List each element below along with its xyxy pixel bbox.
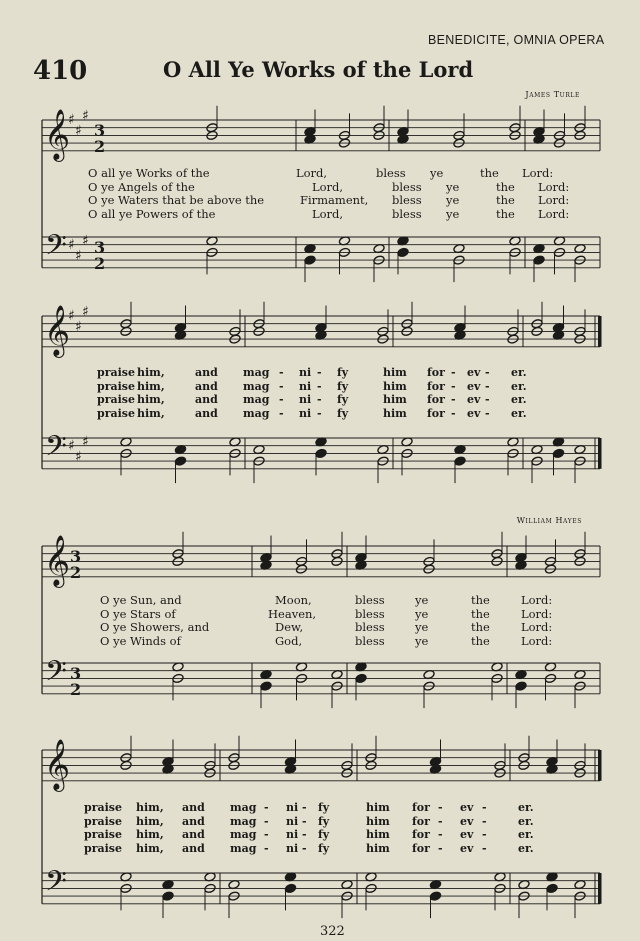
quarter-note <box>533 255 545 265</box>
lyric-word: Dew, <box>275 620 304 635</box>
lyric-word: for <box>412 801 430 814</box>
lyric-word: O ye Winds of <box>100 633 181 648</box>
lyric-word: the <box>496 193 515 208</box>
lyric-word: fy <box>318 814 330 828</box>
lyric-word: mag <box>243 393 270 407</box>
lyric-word: O ye Showers, and <box>100 620 210 635</box>
lyric-word: ni <box>299 393 312 407</box>
lyric-word: ye <box>446 193 460 208</box>
sharp-accidental: ♯ <box>75 319 82 335</box>
lyric-word: fy <box>337 379 349 393</box>
verse-line <box>84 815 534 829</box>
verse-line <box>84 828 534 842</box>
lyric-word: him, <box>137 366 165 379</box>
lyric-word: for <box>412 828 430 842</box>
lyric-word: him, <box>137 406 165 420</box>
lyric-word: Lord: <box>538 193 570 208</box>
lyric-word: ni <box>299 379 312 393</box>
lyric-word: - <box>485 406 490 420</box>
verse-line <box>88 208 569 222</box>
lyric-word: - <box>451 406 456 420</box>
quarter-note <box>315 448 327 458</box>
lyric-word: the <box>496 206 515 221</box>
lyric-word: ye <box>415 593 429 607</box>
lyrics-system-3 <box>100 594 552 648</box>
quarter-note <box>552 448 564 458</box>
lyric-word: mag <box>243 379 270 393</box>
lyric-word: Lord: <box>538 206 570 221</box>
verse-line <box>97 407 527 421</box>
treble-clef: 𝄞 <box>44 305 71 356</box>
quarter-note <box>454 456 466 466</box>
bass-clef: 𝄢 <box>45 655 67 695</box>
lyric-word: - <box>438 801 443 814</box>
lyric-word: Lord, <box>312 206 344 221</box>
lyric-word: praise <box>97 366 135 379</box>
quarter-note <box>397 247 409 257</box>
verse-line <box>84 801 534 815</box>
lyric-word: him <box>366 814 390 828</box>
lyrics-system-4 <box>84 801 534 855</box>
lyric-word: Lord: <box>538 179 570 194</box>
lyric-word: O ye Sun, and <box>100 593 182 607</box>
lyric-word: er. <box>511 406 527 420</box>
lyric-word: mag <box>230 814 257 828</box>
lyric-word: bless <box>355 620 385 635</box>
lyric-word: er. <box>518 814 534 828</box>
lyric-word: ye <box>415 633 429 648</box>
lyric-word: - <box>317 379 322 393</box>
lyric-word: - <box>482 841 487 855</box>
lyric-word: for <box>427 393 445 407</box>
lyric-word: for <box>427 406 445 420</box>
final-barline <box>598 438 602 469</box>
verse-line <box>88 167 569 181</box>
lyric-word: Lord: <box>521 633 553 648</box>
lyric-word: bless <box>376 166 406 180</box>
time-signature-bottom: 2 <box>94 254 106 273</box>
lyric-word: ye <box>415 620 429 635</box>
lyric-word: ni <box>299 366 312 379</box>
lyric-word: er. <box>518 801 534 814</box>
lyric-word: - <box>451 379 456 393</box>
verse-line <box>84 842 534 856</box>
lyric-word: er. <box>518 828 534 842</box>
lyric-word: bless <box>355 633 385 648</box>
lyric-word: ev <box>467 406 481 420</box>
verse-line <box>88 181 569 195</box>
sharp-accidental: ♯ <box>68 308 75 324</box>
lyric-word: er. <box>511 379 527 393</box>
lyric-word: - <box>279 393 284 407</box>
lyric-word: praise <box>97 393 135 407</box>
lyric-word: ye <box>430 166 444 180</box>
lyric-word: fy <box>337 366 349 379</box>
lyric-word: bless <box>355 606 385 621</box>
lyric-word: bless <box>392 206 422 221</box>
lyric-word: ni <box>286 828 299 842</box>
lyric-word: the <box>471 593 490 607</box>
verse-line <box>100 621 552 635</box>
lyric-word: Lord, <box>312 179 344 194</box>
lyric-word: - <box>317 393 322 407</box>
lyric-word: for <box>427 366 445 379</box>
sharp-accidental: ♯ <box>68 237 75 253</box>
verse-line <box>100 594 552 608</box>
quarter-note <box>515 681 527 691</box>
lyric-word: - <box>485 393 490 407</box>
lyric-word: for <box>412 841 430 855</box>
time-signature-bottom: 2 <box>70 563 82 582</box>
lyric-word: Lord: <box>521 620 553 635</box>
lyric-word: - <box>264 814 269 828</box>
lyric-word: er. <box>511 393 527 407</box>
sharp-accidental: ♯ <box>75 123 82 139</box>
lyric-word: - <box>302 801 307 814</box>
lyric-word: him <box>383 406 407 420</box>
lyric-word: - <box>302 814 307 828</box>
lyric-word: Lord: <box>521 593 553 607</box>
sharp-accidental: ♯ <box>68 438 75 454</box>
lyric-word: - <box>302 841 307 855</box>
lyrics-system-1 <box>88 167 569 221</box>
lyric-word: mag <box>230 841 257 855</box>
lyric-word: praise <box>84 801 122 814</box>
lyric-word: ni <box>286 814 299 828</box>
lyric-word: O all ye Works of the <box>88 166 210 180</box>
lyric-word: - <box>485 379 490 393</box>
lyric-word: God, <box>275 633 303 648</box>
lyric-word: Lord: <box>522 166 554 180</box>
lyric-word: ni <box>299 406 312 420</box>
lyric-word: and <box>195 366 218 379</box>
sharp-accidental: ♯ <box>82 108 89 124</box>
bass-clef: 𝄢 <box>45 430 67 470</box>
lyric-word: and <box>195 406 218 420</box>
lyric-word: ev <box>460 814 474 828</box>
bass-clef: 𝄢 <box>45 229 67 269</box>
verse-line <box>97 380 527 394</box>
lyric-word: - <box>451 366 456 379</box>
lyric-word: fy <box>318 828 330 842</box>
composer-credit-hayes: William Hayes <box>516 516 582 525</box>
lyric-word: him <box>383 393 407 407</box>
page-number: 322 <box>320 924 345 939</box>
lyric-word: for <box>427 379 445 393</box>
lyric-word: - <box>302 828 307 842</box>
final-barline <box>598 873 602 904</box>
lyric-word: ev <box>460 801 474 814</box>
bass-clef: 𝄢 <box>45 865 67 905</box>
time-signature-bottom: 2 <box>94 137 106 156</box>
lyric-word: for <box>412 814 430 828</box>
lyric-word: Heaven, <box>268 606 317 621</box>
verse-line <box>100 635 552 649</box>
lyric-word: him <box>383 379 407 393</box>
composer-credit-turle: James Turle <box>525 90 580 99</box>
quarter-note <box>429 891 441 901</box>
treble-clef: 𝄞 <box>44 109 71 160</box>
quarter-note <box>174 456 186 466</box>
lyric-word: er. <box>518 841 534 855</box>
sharp-accidental: ♯ <box>82 233 89 249</box>
lyric-word: the <box>471 633 490 648</box>
lyric-word: and <box>195 379 218 393</box>
lyric-word: Moon, <box>275 593 312 607</box>
lyric-word: - <box>438 814 443 828</box>
lyric-word: him <box>366 801 390 814</box>
lyric-word: bless <box>355 593 385 607</box>
lyric-word: - <box>482 801 487 814</box>
lyric-word: ev <box>467 393 481 407</box>
lyric-word: him <box>366 828 390 842</box>
lyric-word: him, <box>136 841 164 855</box>
lyric-word: fy <box>337 393 349 407</box>
time-signature-top: 3 <box>94 121 106 140</box>
sharp-accidental: ♯ <box>68 112 75 128</box>
lyric-word: bless <box>392 179 422 194</box>
lyric-word: ev <box>460 828 474 842</box>
lyric-word: O ye Angels of the <box>88 179 195 194</box>
quarter-note <box>260 681 272 691</box>
quarter-note <box>284 883 296 893</box>
lyric-word: - <box>451 393 456 407</box>
verse-line <box>97 366 527 380</box>
lyric-word: O ye Stars of <box>100 606 176 621</box>
lyric-word: O ye Waters that be above the <box>88 193 265 208</box>
quarter-note <box>304 255 316 265</box>
treble-clef: 𝄞 <box>44 739 71 790</box>
lyric-word: Lord, <box>296 166 328 180</box>
lyric-word: praise <box>97 406 135 420</box>
lyric-word: ni <box>286 841 299 855</box>
lyric-word: him <box>366 841 390 855</box>
lyric-word: him <box>383 366 407 379</box>
lyric-word: - <box>264 841 269 855</box>
treble-clef: 𝄞 <box>44 535 71 586</box>
lyric-word: praise <box>84 814 122 828</box>
lyric-word: - <box>438 828 443 842</box>
lyric-word: praise <box>84 841 122 855</box>
lyric-word: mag <box>243 406 270 420</box>
lyric-word: ye <box>446 179 460 194</box>
lyric-word: him, <box>137 379 165 393</box>
lyric-word: and <box>182 801 205 814</box>
verse-line <box>88 194 569 208</box>
lyric-word: mag <box>243 366 270 379</box>
quarter-note <box>546 883 558 893</box>
lyric-word: and <box>195 393 218 407</box>
lyric-word: bless <box>392 193 422 208</box>
verse-line <box>97 393 527 407</box>
lyric-word: - <box>264 828 269 842</box>
sharp-accidental: ♯ <box>82 434 89 450</box>
section-heading: BENEDICITE, OMNIA OPERA <box>428 33 605 47</box>
lyrics-system-2 <box>97 366 527 420</box>
quarter-note <box>162 891 174 901</box>
lyric-word: and <box>182 828 205 842</box>
lyric-word: the <box>471 620 490 635</box>
lyric-word: the <box>480 166 499 180</box>
hymn-title: O All Ye Works of the Lord <box>163 57 474 82</box>
lyric-word: - <box>317 366 322 379</box>
sharp-accidental: ♯ <box>75 248 82 264</box>
lyric-word: the <box>471 606 490 621</box>
lyric-word: - <box>279 406 284 420</box>
lyric-word: mag <box>230 801 257 814</box>
lyric-word: fy <box>318 801 330 814</box>
lyric-word: the <box>496 179 515 194</box>
time-signature-bottom: 2 <box>70 680 82 699</box>
lyric-word: ye <box>415 606 429 621</box>
hymn-number: 410 <box>33 56 88 86</box>
lyric-word: - <box>485 366 490 379</box>
lyric-word: him, <box>136 814 164 828</box>
lyric-word: ye <box>446 206 460 221</box>
time-signature-top: 3 <box>70 664 82 683</box>
lyric-word: - <box>279 379 284 393</box>
lyric-word: fy <box>318 841 330 855</box>
lyric-word: - <box>264 801 269 814</box>
lyric-word: and <box>182 814 205 828</box>
final-barline <box>598 316 602 347</box>
lyric-word: and <box>182 841 205 855</box>
lyric-word: praise <box>84 828 122 842</box>
time-signature-top: 3 <box>70 547 82 566</box>
lyric-word: him, <box>137 393 165 407</box>
lyric-word: fy <box>337 406 349 420</box>
lyric-word: Lord: <box>521 606 553 621</box>
lyric-word: - <box>438 841 443 855</box>
lyric-word: er. <box>511 366 527 379</box>
lyric-word: him, <box>136 801 164 814</box>
lyric-word: - <box>482 814 487 828</box>
lyric-word: - <box>482 828 487 842</box>
lyric-word: ev <box>467 379 481 393</box>
lyric-word: - <box>279 366 284 379</box>
lyric-word: ev <box>460 841 474 855</box>
lyric-word: O all ye Powers of the <box>88 206 216 221</box>
quarter-note <box>355 673 367 683</box>
lyric-word: ni <box>286 801 299 814</box>
lyric-word: Firmament, <box>300 193 369 208</box>
lyric-word: him, <box>136 828 164 842</box>
lyric-word: praise <box>97 379 135 393</box>
time-signature-top: 3 <box>94 238 106 257</box>
sharp-accidental: ♯ <box>82 304 89 320</box>
lyric-word: - <box>317 406 322 420</box>
sharp-accidental: ♯ <box>75 449 82 465</box>
lyric-word: ev <box>467 366 481 379</box>
lyric-word: mag <box>230 828 257 842</box>
final-barline <box>598 750 602 781</box>
verse-line <box>100 608 552 622</box>
